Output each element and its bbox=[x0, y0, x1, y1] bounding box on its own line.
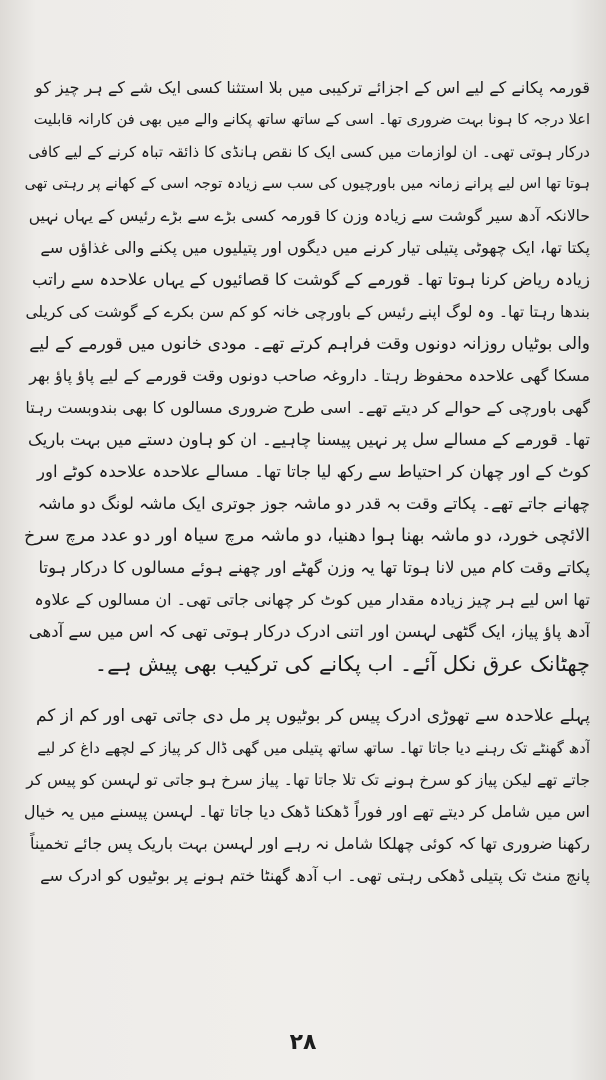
text-line: حالانکہ آدھ سیر گوشت سے زیادہ وزن کا قورمہ کسی بڑے سے بڑے رئیس کے یہاں نہیں bbox=[28, 207, 590, 225]
text-line: گھی باورچی کے حوالے کر دیتے تھے۔ اسی طرح ضروری مسالوں کا بھی بندوبست رہتا bbox=[25, 398, 590, 417]
text-line: پکتا تھا، ایک چھوٹی پتیلی تیار کرنے میں دیگوں اور پتیلیوں میں پکنے والی غذاؤں سے bbox=[40, 238, 590, 257]
text-line: ہوتا تھا اس لیے پرانے زمانہ میں باورچیوں کی سب سے زیادہ توجہ اسی کے کھانے پر رہتی تھی bbox=[24, 176, 590, 192]
text-line: مسکا گھی علاحدہ محفوظ رہتا۔ داروغہ صاحب دونوں وقت قورمے کے لیے پاؤ پاؤ بھر bbox=[29, 366, 590, 385]
text-line: پہلے علاحدہ سے تھوڑی ادرک پیس کر بوٹیوں پر مل دی جاتی تھی اور کم از کم bbox=[35, 706, 590, 726]
text-line: درکار ہوتی تھی۔ ان لوازمات میں کسی ایک کا نقص ہانڈی کا ذائقہ تباہ کرنے کے لیے کافی bbox=[28, 143, 590, 161]
page-number: ۲۸ bbox=[289, 1030, 317, 1055]
text-line: تھا۔ قورمے کے مسالے سل پر نہیں پیسنا چاہیے۔ ان کو ہاون دستے میں بہت باریک bbox=[27, 430, 590, 449]
text-line: پکاتے وقت کام میں لانا ہوتا تھا یہ وزن گھٹے اور چھنے ہوئے مسالوں کا درکار ہوتا bbox=[38, 558, 590, 577]
text-line: والی بوٹیاں روزانہ دونوں وقت فراہم کرتے تھے۔ مودی خانوں میں قورمے کے لیے bbox=[29, 334, 590, 354]
text-line: زیادہ ریاض کرنا ہوتا تھا۔ قورمے کے گوشت کا قصائیوں کے یہاں علاحدہ سے راتب bbox=[32, 270, 590, 289]
text-line: آدھ گھنٹے تک رہنے دیا جاتا تھا۔ ساتھ ساتھ پتیلی میں گھی ڈال کر پیاز کے لچھے داغ کر لیے bbox=[37, 739, 590, 757]
text-line: رکھنا ضروری تھا کہ کوئی چھلکا شامل نہ رہے اور لہسن بہت باریک پس جائے تخمیناً bbox=[30, 834, 590, 853]
text-line: کوٹ کے اور چھان کر احتیاط سے رکھ لیا جاتا تھا۔ مسالے علاحدہ علاحدہ کوٹے اور bbox=[37, 462, 590, 481]
text-line: آدھ پاؤ پیاز، ایک گٹھی لہسن اور اتنی ادرک درکار ہوتی تھی کہ اس میں سے آدھی bbox=[28, 622, 590, 641]
text-line: بندھا رہتا تھا۔ وہ لوگ اپنے رئیس کے باورچی خانہ کو کم سن بکرے کے گوشت کی کریلی bbox=[25, 303, 590, 321]
text-line: الائچی خورد، دو ماشہ بھنا ہوا دھنیا، دو ماشہ مرچ سیاہ اور دو عدد مرچ سرخ bbox=[24, 526, 590, 546]
text-line: اعلا درجہ کا ہونا بہت ضروری تھا۔ اسی کے ساتھ ساتھ پکانے والے میں بھی فن کارانہ قابلیت bbox=[33, 112, 590, 128]
body-text bbox=[24, 72, 590, 892]
text-line: چھانے جاتے تھے۔ پکاتے وقت بہ قدر دو ماشہ جوز جوتری ایک ماشہ لونگ دو ماشہ bbox=[37, 494, 590, 513]
text-line: قورمہ پکانے کے لیے اس کے اجزائے ترکیبی میں بلا استثنا کسی ایک شے کے ہر چیز کو bbox=[34, 78, 590, 97]
text-line: چھٹانک عرق نکل آئے۔ اب پکانے کی ترکیب بھی پیش ہے۔ bbox=[94, 652, 590, 676]
text-line: اس میں شامل کر دیتے تھے اور فوراً ڈھکنا ڈھک دیا جاتا تھا۔ لہسن پیسنے میں یہ خیال bbox=[24, 802, 590, 821]
text-line: جاتے تھے لیکن پیاز کو سرخ ہونے تک تلا جاتا تھا۔ پیاز سرخ ہو جاتی تو لہسن کو پیس کر bbox=[26, 771, 590, 789]
text-line: تھا اس لیے ہر چیز زیادہ مقدار میں کوٹ کر چھانی جاتی تھی۔ ان مسالوں کے علاوہ bbox=[34, 590, 590, 609]
text-line: پانچ منٹ تک پتیلی ڈھکی رہتی تھی۔ اب آدھ گھنٹا ختم ہونے پر بوٹیوں کو ادرک سے bbox=[40, 866, 590, 885]
